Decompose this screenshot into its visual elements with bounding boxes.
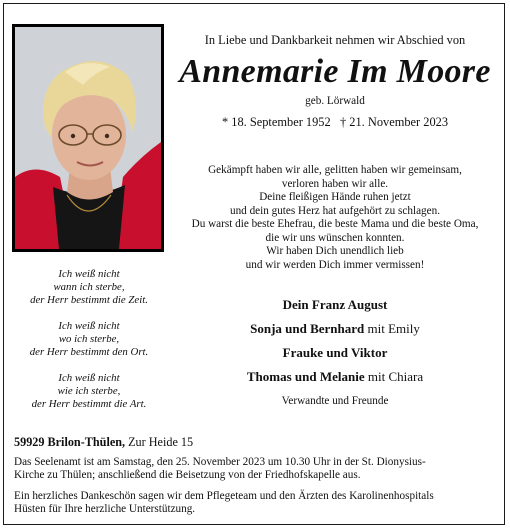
poem-line: und wir werden Dich immer vermissen! [245,258,425,271]
poem-line: die wir uns wünschen konnten. [265,231,405,244]
poem-line: verloren haben wir alle. [281,177,389,190]
portrait-frame [12,24,164,252]
thanks-line: Hüsten für Ihre herzliche Unterstützung. [14,503,196,516]
verse-line: wie ich sterbe, [57,385,121,397]
family-names: Thomas und Melanie [246,369,365,384]
poem-line: Wir haben Dich unendlich lieb [266,245,404,257]
intro-line: In Liebe und Dankbarkeit nehmen wir Abschied von [204,33,466,47]
verse-line: wann ich sterbe, [53,281,125,293]
service-line: Das Seelenamt ist am Samstag, den 25. November 2023 um 10.30 Uhr in der St. Dionysius- [14,456,426,468]
service-info [14,456,498,482]
address-city: 59929 Brilon-Thülen, [14,435,126,449]
poem-line: Gekämpft haben wir alle, gelitten haben wir gemeinsam, [208,164,462,176]
life-dates: * 18. September 1952 † 21. November 2023 [221,115,449,129]
poem-line: Deine fleißigen Hände ruhen jetzt [259,191,411,203]
poem-line: und dein gutes Herz hat aufgehört zu schlagen. [229,204,440,217]
family-line-3: Frauke und Viktor [282,345,388,360]
verse-line: der Herr bestimmt die Zeit. [30,294,148,306]
verse-line: Ich weiß nicht [58,320,120,332]
poem-line: Du warst die beste Ehefrau, die beste Mama und die beste Oma, [191,218,479,230]
maiden-name: geb. Lörwald [305,95,365,107]
verse-line: der Herr bestimmt die Art. [31,398,147,410]
thanks-info [14,490,498,516]
address-line [14,435,193,449]
verse-2 [10,320,168,359]
verse-3 [10,372,168,411]
deceased-name: Annemarie Im Moore [179,53,491,90]
portrait-illustration [15,27,161,249]
verse-line: wo ich sterbe, [58,333,120,345]
portrait-photo [15,27,161,249]
family-with: mit Emily [364,321,420,336]
family-spouse: Dein Franz August [282,297,388,312]
verse-line: der Herr bestimmt den Ort. [29,346,149,358]
family-line-2 [170,321,500,337]
verse-line: Ich weiß nicht [58,268,120,280]
verse-line: Ich weiß nicht [58,372,120,384]
address-street: Zur Heide 15 [125,435,194,449]
verse-1 [10,268,168,307]
thanks-line: Ein herzliches Dankeschön sagen wir dem Pflegeteam und den Ärzten des Karolinenhospitals [14,490,434,502]
family-relatives: Verwandte und Freunde [281,395,389,407]
poem-block [170,164,500,272]
family-with: mit Chiara [364,369,424,384]
family-line-4 [170,369,500,385]
family-names: Sonja und Bernhard [250,321,365,336]
service-line: Kirche zu Thülen; anschließend die Beisetzung von der Friedhofskapelle aus. [14,469,361,482]
